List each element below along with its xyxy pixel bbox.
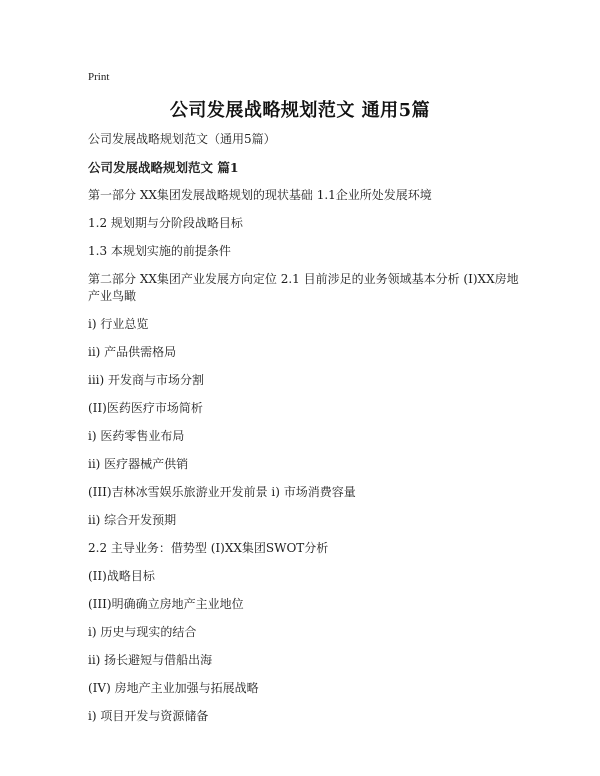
- document-title: 公司发展战略规划范文 通用5篇: [169, 100, 431, 121]
- text-line: 第一部分 XX集团发展战略规划的现状基础 1.1企业所处发展环境: [88, 188, 432, 202]
- text-line: (II)战略目标: [88, 569, 155, 583]
- text-line: ii) 扬长避短与借船出海: [88, 653, 213, 667]
- text-line: ii) 综合开发预期: [88, 513, 177, 527]
- text-line: i) 行业总览: [88, 317, 149, 331]
- text-line: (IV) 房地产主业加强与拓展战略: [88, 681, 259, 695]
- text-line: 2.2 主导业务：借势型 (I)XX集团SWOT分析: [88, 541, 329, 555]
- text-line: (II)医药医疗市场简析: [88, 401, 203, 415]
- section-heading: 公司发展战略规划范文 篇1: [88, 160, 239, 175]
- text-line: ii) 产品供需格局: [88, 345, 177, 359]
- text-line: ii) 医疗器械产供销: [88, 457, 189, 471]
- document-body: [88, 131, 528, 736]
- text-line: i) 项目开发与资源储备: [88, 709, 209, 723]
- text-line: 公司发展战略规划范文（通用5篇）: [88, 132, 276, 146]
- text-line: iii) 开发商与市场分割: [88, 373, 205, 387]
- text-line: i) 医药零售业布局: [88, 429, 185, 443]
- text-line: 第二部分 XX集团产业发展方向定位 2.1 目前涉足的业务领域基本分析 (I)XX房地产业鸟瞰: [88, 272, 519, 303]
- text-line: i) 历史与现实的结合: [88, 625, 197, 639]
- print-label: Print: [88, 71, 110, 83]
- text-line: (III)吉林冰雪娱乐旅游业开发前景 i) 市场消费容量: [88, 485, 356, 499]
- text-line: 1.3 本规划实施的前提条件: [88, 244, 231, 258]
- text-line: 1.2 规划期与分阶段战略目标: [88, 216, 243, 230]
- text-line: (III)明确确立房地产主业地位: [88, 597, 244, 611]
